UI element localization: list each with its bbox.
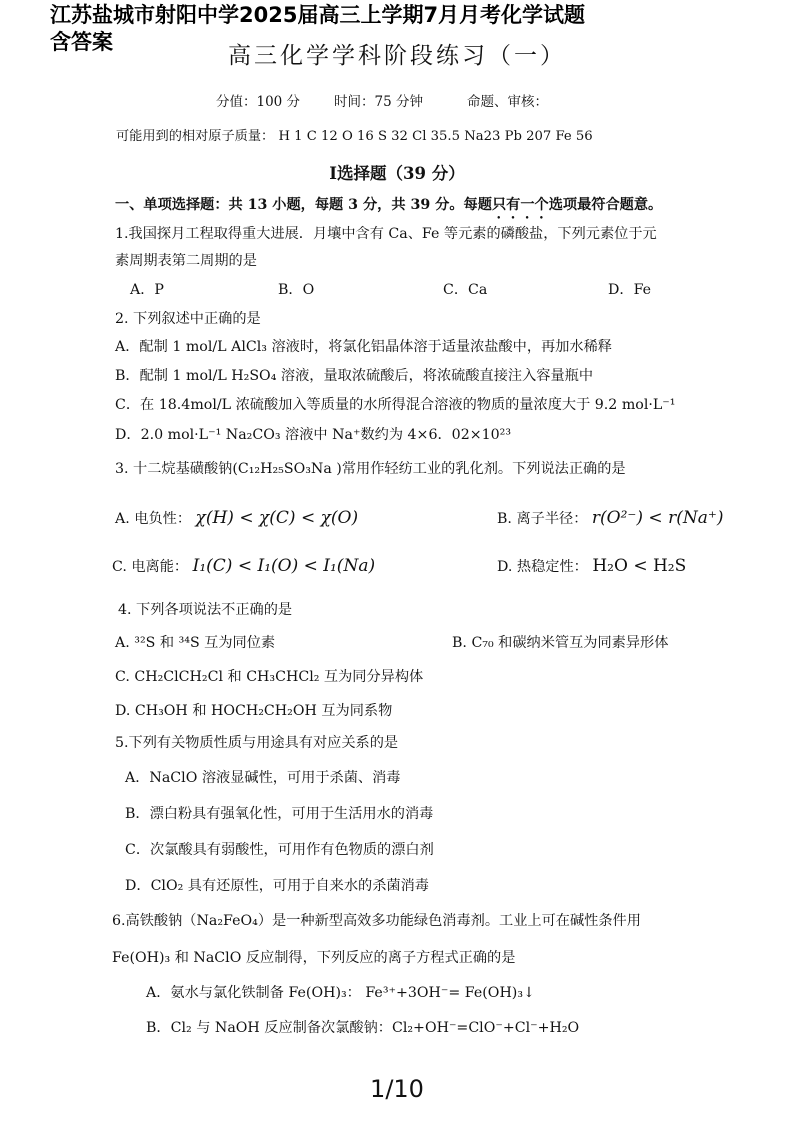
q1-option-d: D．Fe — [608, 282, 652, 298]
exam-title: 高三化学学科阶段练习（一） — [228, 43, 566, 69]
q6-stem-line2: Fe(OH)₃ 和 NaClO 反应制得，下列反应的离子方程式正确的是 — [112, 950, 516, 966]
q3-option-d-expression: H₂O < H₂S — [592, 556, 687, 576]
q6-option-b: B．Cl₂ 与 NaOH 反应制备次氯酸钠：Cl₂+OH⁻=ClO⁻+Cl⁻+H₂O — [146, 1020, 580, 1036]
q1-stem-line1: 1.我国探月工程取得重大进展．月壤中含有 Ca、Fe 等元素的磷酸盐，下列元素位于元 — [115, 226, 657, 242]
q6-stem-line1: 6.高铁酸钠（Na₂FeO₄）是一种新型高效多功能绿色消毒剂。工业上可在碱性条件用 — [112, 913, 641, 929]
q3-option-b — [497, 508, 723, 529]
q5-stem: 5.下列有关物质性质与用途具有对应关系的是 — [115, 735, 399, 751]
instruction-suffix: 选项最符合题意。 — [548, 197, 663, 213]
instruction-prefix: 一、单项选择题：共 13 小题，每题 3 分，共 39 分。每题 — [115, 197, 492, 213]
q3-option-a — [115, 508, 358, 529]
q4-option-d: D. CH₃OH 和 HOCH₂CH₂OH 互为同系物 — [115, 703, 393, 719]
instruction — [115, 195, 662, 222]
q3-option-a-expression: χ(H) < χ(C) < χ(O) — [195, 508, 359, 528]
document-title-line2: 含答案 — [50, 30, 113, 54]
q4-stem: 4. 下列各项说法不正确的是 — [118, 602, 293, 618]
q1-stem-line2: 素周期表第二周期的是 — [115, 253, 257, 269]
page-number: 1/10 — [370, 1075, 424, 1103]
q3-option-b-expression: r(O²⁻) < r(Na⁺) — [591, 508, 724, 528]
score-info: 分值：100 分 — [216, 94, 301, 110]
q4-option-c: C. CH₂ClCH₂Cl 和 CH₃CHCl₂ 互为同分异构体 — [115, 669, 424, 685]
q1-option-a: A．P — [130, 282, 164, 298]
q5-option-c: C．次氯酸具有弱酸性，可用作有色物质的漂白剂 — [125, 842, 434, 858]
q5-option-b: B．漂白粉具有强氧化性，可用于生活用水的消毒 — [125, 806, 434, 822]
q2-option-a: A．配制 1 mol/L AlCl₃ 溶液时，将氯化铝晶体溶于适量浓盐酸中，再加水稀释 — [115, 339, 612, 355]
q2-option-c: C．在 18.4mol/L 浓硫酸加入等质量的水所得混合溶液的物质的量浓度大于 9.2 mol·L⁻¹ — [115, 397, 676, 413]
q3-option-d-label: D. 热稳定性： — [497, 559, 588, 575]
time-info: 时间：75 分钟 — [334, 94, 423, 110]
q3-option-c-label: C. 电离能： — [112, 559, 189, 575]
q1-option-b: B．O — [278, 282, 315, 298]
q3-stem: 3. 十二烷基磺酸钠(C₁₂H₂₅SO₃Na )常用作轻纺工业的乳化剂。下列说法正确的是 — [115, 461, 626, 477]
q3-option-d — [497, 556, 686, 577]
q2-option-b: B．配制 1 mol/L H₂SO₄ 溶液，量取浓硫酸后，将浓硫酸直接注入容量瓶中 — [115, 368, 594, 384]
q5-option-d: D．ClO₂ 具有还原性，可用于自来水的杀菌消毒 — [125, 878, 429, 894]
q1-option-c: C．Ca — [443, 282, 488, 298]
q2-option-d: D．2.0 mol·L⁻¹ Na₂CO₃ 溶液中 Na⁺数约为 4×6．02×10²³ — [115, 427, 512, 443]
q2-stem: 2. 下列叙述中正确的是 — [115, 311, 261, 327]
section-title: Ⅰ选择题（39 分） — [329, 164, 465, 183]
q3-option-a-label: A. 电负性： — [115, 511, 192, 527]
atomic-masses: 可能用到的相对原子质量： H 1 C 12 O 16 S 32 Cl 35.5 Na23 Pb 207 Fe 56 — [116, 129, 593, 144]
setter-info: 命题、审核： — [467, 94, 548, 110]
q6-option-a: A．氨水与氯化铁制备 Fe(OH)₃： Fe³⁺+3OH⁻= Fe(OH)₃↓ — [146, 985, 535, 1001]
q3-option-c-expression: I₁(C) < I₁(O) < I₁(Na) — [192, 556, 376, 576]
q3-option-c — [112, 556, 375, 577]
q3-option-b-label: B. 离子半径： — [497, 511, 588, 527]
q5-option-a: A．NaClO 溶液显碱性，可用于杀菌、消毒 — [125, 770, 401, 786]
q4-option-a: A. ³²S 和 ³⁴S 互为同位素 — [115, 635, 276, 651]
q4-option-b: B. C₇₀ 和碳纳米管互为同素异形体 — [452, 635, 669, 651]
document-title-line1: 江苏盐城市射阳中学2025届高三上学期7月月考化学试题 — [50, 3, 586, 27]
instruction-emphasis: 只有一个 — [491, 197, 549, 213]
